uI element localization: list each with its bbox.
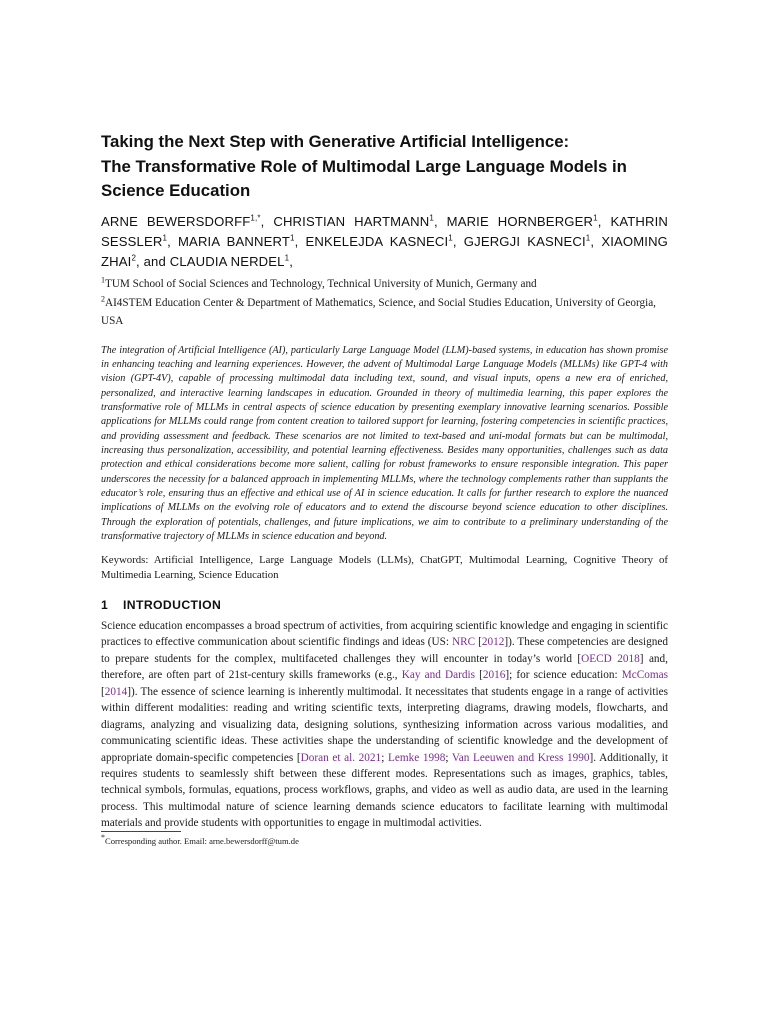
citation-link[interactable]: Van Leeuwen and Kress 1990	[451, 751, 590, 764]
author-list	[101, 212, 668, 272]
citation-link[interactable]: NRC	[451, 636, 476, 649]
author-separator: ,	[260, 213, 274, 229]
paragraph-text: ;	[381, 751, 388, 764]
author-affiliation-marker: 1,*	[250, 213, 261, 223]
section-heading-introduction	[101, 598, 668, 612]
author-name: CLAUDIA NERDEL	[169, 253, 285, 269]
author-separator: ,	[289, 253, 294, 269]
author-separator: , and	[136, 253, 170, 269]
author-affiliation-marker: 1	[448, 233, 453, 243]
affiliation-2-sup: 2	[101, 293, 105, 303]
paragraph-text: ] and, therefore, are often part of 21st-century skills frameworks (e.g.,	[101, 652, 668, 682]
footnote-text: Corresponding author. Email: arne.bewersdorff@tum.de	[105, 836, 299, 846]
author-name: KATHRIN SESSLER	[101, 213, 668, 249]
paragraph-text: [	[101, 685, 105, 698]
citation-link[interactable]: McComas	[621, 669, 669, 682]
keywords-text: Artificial Intelligence, Large Language Models (LLMs), ChatGPT, Multimodal Learning, Cognitive Theory of Multimedia Learning, Science Education	[101, 554, 668, 582]
author-separator: ,	[294, 233, 306, 249]
keywords-label: Keywords:	[101, 554, 149, 567]
title-line-1: Taking the Next Step with Generative Artificial Intelligence:	[101, 132, 570, 151]
section-title: INTRODUCTION	[123, 597, 222, 612]
author-affiliation-marker: 1	[284, 253, 290, 263]
author-affiliation-marker: 1	[162, 233, 168, 243]
affiliation-1	[101, 275, 668, 293]
paragraph-text: [	[475, 636, 482, 649]
author-separator: ,	[433, 213, 447, 229]
affiliation-2	[101, 294, 668, 330]
footnote-divider	[101, 831, 181, 832]
author-name: ARNE BEWERSDORFF	[101, 213, 251, 229]
paragraph-text: Science education encompasses a broad spectrum of activities, from acquiring scientific knowledge and engaging in scientific practices to effective communication about scientific findings and ideas (US:	[101, 619, 668, 649]
author-separator: ,	[167, 233, 178, 249]
author-name: ENKELEJDA KASNECI	[305, 233, 449, 249]
paper-title	[101, 130, 668, 204]
introduction-paragraph	[101, 618, 668, 832]
paragraph-text: [	[474, 669, 483, 682]
author-separator: ,	[452, 233, 464, 249]
author-name: GJERGJI KASNECI	[463, 233, 586, 249]
section-number: 1	[101, 597, 109, 612]
author-affiliation-marker: 1	[593, 213, 598, 223]
author-name: CHRISTIAN HARTMANN	[273, 213, 430, 229]
author-affiliation-marker: 1	[585, 233, 591, 243]
author-separator: ,	[590, 233, 602, 249]
citation-link[interactable]: Kay and Dardis	[401, 669, 475, 682]
author-affiliation-marker: 1	[429, 213, 434, 223]
citation-link[interactable]: Lemke 1998	[387, 751, 446, 764]
affiliation-1-text: TUM School of Social Sciences and Technology, Technical University of Munich, Germany and	[105, 277, 537, 290]
author-affiliation-marker: 1	[290, 233, 295, 243]
author-separator: ,	[597, 213, 611, 229]
author-affiliation-marker: 2	[131, 253, 137, 263]
author-name: MARIA BANNERT	[178, 233, 291, 249]
author-name: MARIE HORNBERGER	[446, 213, 594, 229]
affiliation-1-sup: 1	[101, 274, 105, 284]
author-name: XIAOMING ZHAI	[101, 233, 669, 269]
paper-content	[101, 130, 668, 832]
paragraph-text: ]). The essence of science learning is inherently multimodal. It necessitates that students engage in a range of activities within different modalities: reading and writing scientific texts, interpreting diagrams, drawing models, flowcharts, and diagrams, analyzing and visualizing data, designing solutions, synthesizing information across various modalities, and communicating scientific ideas. These activities shape the understanding of scientific knowledge and the development of appropriate domain-specific competencies [	[101, 685, 668, 764]
footnote-marker: *	[101, 833, 105, 843]
paragraph-text: ]). These competencies are designed to prepare students for the complex, multifaceted challenges they will encounter in today’s world [	[101, 636, 669, 665]
abstract: The integration of Artificial Intelligence (AI), particularly Large Language Model (LLM)-based systems, in education has shown promise in enhancing teaching and learning experiences. However, the advent of Multimodal Large Language Models (MLLMs) like GPT-4 with vision (GPT-4V), capable of processing multimodal data including text, sound, and visual inputs, opens a new era of enriched, personalized, and interactive learning landscapes in education. Grounded in theory of multimedia learning, this paper explores the transformative role of MLLMs in central aspects of science education by presenting exemplary innovative learning scenarios. Possible applications for MLLMs could range from content creation to tailored support for learning, fostering competencies in scientific practices, and providing assessment and feedback. These scenarios are not limited to text-based and uni-modal formats but can be multimodal, increasing thus personalization, accessibility, and potential learning effectiveness. Besides many opportunities, challenges such as data protection and ethical considerations become more salient, calling for robust frameworks to ensure responsible integration. This paper underscores the necessity for a balanced approach in implementing MLLMs, where the technology complements rather than supplants the educator’s role, ensuring thus an effective and ethical use of AI in science education. It calls for further research to explore the nuanced implications of MLLMs on the evolving role of educators and to extend the discourse beyond science education to other disciplines. Through the exploration of potentials, challenges, and future implications, we aim to contribute to a preliminary understanding of the transformative trajectory of MLLMs in science education and beyond.	[101, 344, 668, 542]
title-line-2: The Transformative Role of Multimodal Large Language Models in Science Education	[101, 156, 627, 200]
paragraph-text: ;	[445, 751, 452, 764]
citation-link[interactable]: 2016	[482, 669, 506, 682]
citation-link[interactable]: OECD 2018	[581, 652, 640, 665]
footnote	[101, 835, 668, 847]
keywords	[101, 553, 668, 583]
citation-link[interactable]: 2014	[104, 685, 128, 698]
affiliation-2-text: AI4STEM Education Center & Department of Mathematics, Science, and Social Studies Education, University of Georgia, USA	[101, 296, 656, 327]
paragraph-text: ]; for science education:	[505, 669, 622, 682]
paragraph-text: ]. Additionally, it requires students to seamlessly shift between these different modes. Representations such as images, graphics, tables, technical symbols, formulas, equations, process workflows, graphs, and video as well as audio data, are used in the learning process. This multimodal nature of science learning demands science educators to facilitate learning with multimodal materials and provide students with opportunities to engage in multimodal activities.	[101, 751, 668, 830]
citation-link[interactable]: Doran et al. 2021	[300, 751, 382, 764]
citation-link[interactable]: 2012	[481, 636, 505, 649]
